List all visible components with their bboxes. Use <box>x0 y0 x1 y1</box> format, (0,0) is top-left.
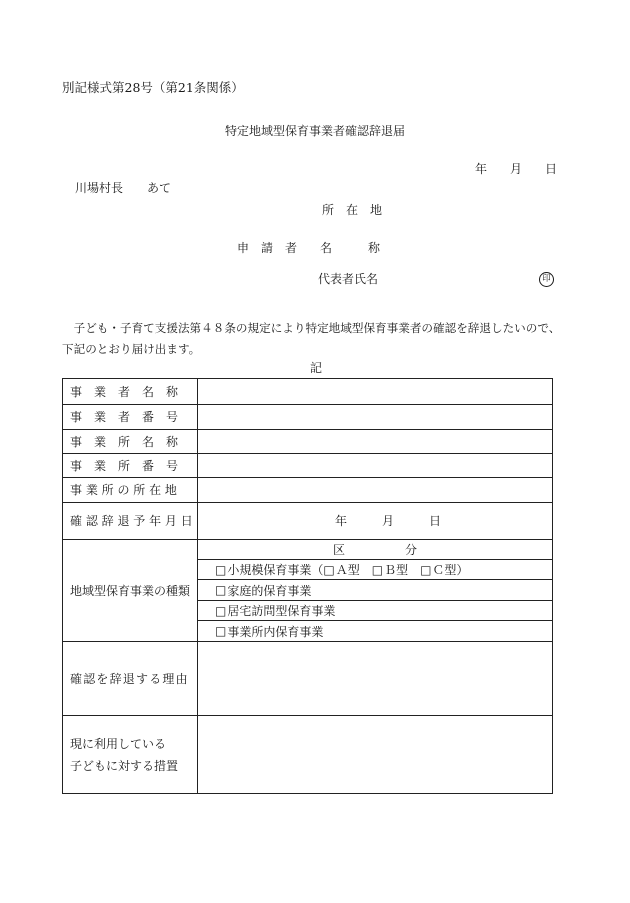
checkbox-workplace[interactable]: □ <box>215 624 227 638</box>
table-row-facility-name <box>63 430 552 454</box>
operator-name-label: 事 業 者 名 称 <box>63 379 198 404</box>
representative-name-field[interactable] <box>382 269 532 289</box>
measures-field[interactable] <box>198 716 552 793</box>
ki-heading: 記 <box>310 361 323 375</box>
representative-label: 代表者氏名 <box>318 272 379 286</box>
checkbox-type-a[interactable]: □ <box>323 562 335 577</box>
facility-number-label: 事 業 所 番 号 <box>63 454 198 477</box>
category-header: 区 分 <box>198 540 552 560</box>
table-row-operator-number <box>63 405 552 430</box>
facility-address-label: 事 業 所 の 所 在 地 <box>63 478 198 502</box>
option-in-home-visit-label: 居宅訪問型保育事業 <box>227 604 336 618</box>
option-home-based <box>198 580 552 601</box>
form-title: 特定地域型保育事業者確認辞退届 <box>224 124 405 138</box>
reason-label: 確認を辞退する理由 <box>63 642 198 715</box>
reason-field[interactable] <box>198 642 552 715</box>
option-small-scale <box>198 560 552 580</box>
option-home-based-label: 家庭的保育事業 <box>227 583 312 598</box>
measures-label-line-1: 現に利用している <box>70 736 167 751</box>
option-in-home-visit <box>198 601 552 621</box>
table-row-facility-number <box>63 454 552 478</box>
withdrawal-date-field[interactable] <box>198 503 552 539</box>
withdrawal-month-label: 月 <box>382 514 395 528</box>
type-b-label: Ｂ型 <box>384 563 409 577</box>
table-row-operator-name <box>63 379 552 405</box>
option-workplace-label: 事業所内保育事業 <box>227 624 324 639</box>
measures-label <box>63 716 198 793</box>
applicant-address-field[interactable] <box>380 200 550 220</box>
statement-line-2: 下記のとおり届け出ます。 <box>62 342 201 356</box>
table-row-reason <box>63 642 552 716</box>
addressee: 川場村長 あて <box>75 181 172 195</box>
table-row-measures <box>63 716 552 793</box>
facility-name-field[interactable] <box>198 430 552 453</box>
facility-number-field[interactable] <box>198 454 552 477</box>
option-workplace <box>198 621 552 641</box>
date-month-label: 月 <box>510 162 523 176</box>
measures-label-line-2: 子どもに対する措置 <box>70 758 179 773</box>
checkbox-small-scale[interactable]: □ <box>215 562 227 577</box>
withdrawal-year-label: 年 <box>335 514 348 528</box>
business-type-label: 地域型保育事業の種類 <box>63 540 198 641</box>
option-small-scale-label: 小規模保育事業（ <box>227 563 324 577</box>
statement-line-1: 子ども・子育て支援法第４８条の規定により特定地域型保育事業者の確認を辞退したいので、 <box>62 321 561 335</box>
withdrawal-date-label: 確 認 辞 退 予 年 月 日 <box>63 503 198 539</box>
checkbox-type-b[interactable]: □ <box>371 562 384 577</box>
checkbox-type-c[interactable]: □ <box>420 562 432 577</box>
type-a-label: Ａ型 <box>335 563 360 577</box>
submission-date-line[interactable] <box>475 161 559 177</box>
checkbox-home-based[interactable]: □ <box>215 583 227 597</box>
date-day-label: 日 <box>545 162 558 176</box>
seal-mark: 印 <box>539 272 554 287</box>
business-type-options <box>198 540 552 641</box>
operator-name-field[interactable] <box>198 379 552 404</box>
applicant-label: 申 請 者 <box>237 241 298 255</box>
facility-name-label: 事 業 所 名 称 <box>63 430 198 453</box>
address-label: 所 在 地 <box>322 203 383 217</box>
withdrawal-table <box>62 378 553 794</box>
form-number: 別記様式第28号（第21条関係） <box>62 80 244 95</box>
withdrawal-day-label: 日 <box>429 514 442 528</box>
operator-number-label: 事 業 者 番 号 <box>63 405 198 429</box>
table-row-withdrawal-date <box>63 503 552 540</box>
operator-number-field[interactable] <box>198 405 552 429</box>
applicant-name-label: 名 称 <box>320 241 381 255</box>
date-year-label: 年 <box>475 162 488 176</box>
table-row-facility-address <box>63 478 552 503</box>
facility-address-field[interactable] <box>198 478 552 502</box>
checkbox-in-home-visit[interactable]: □ <box>215 603 227 618</box>
close-paren: ） <box>456 563 469 577</box>
type-c-label: Ｃ型 <box>432 563 457 577</box>
applicant-name-field[interactable] <box>390 238 550 258</box>
table-row-business-type <box>63 540 552 642</box>
